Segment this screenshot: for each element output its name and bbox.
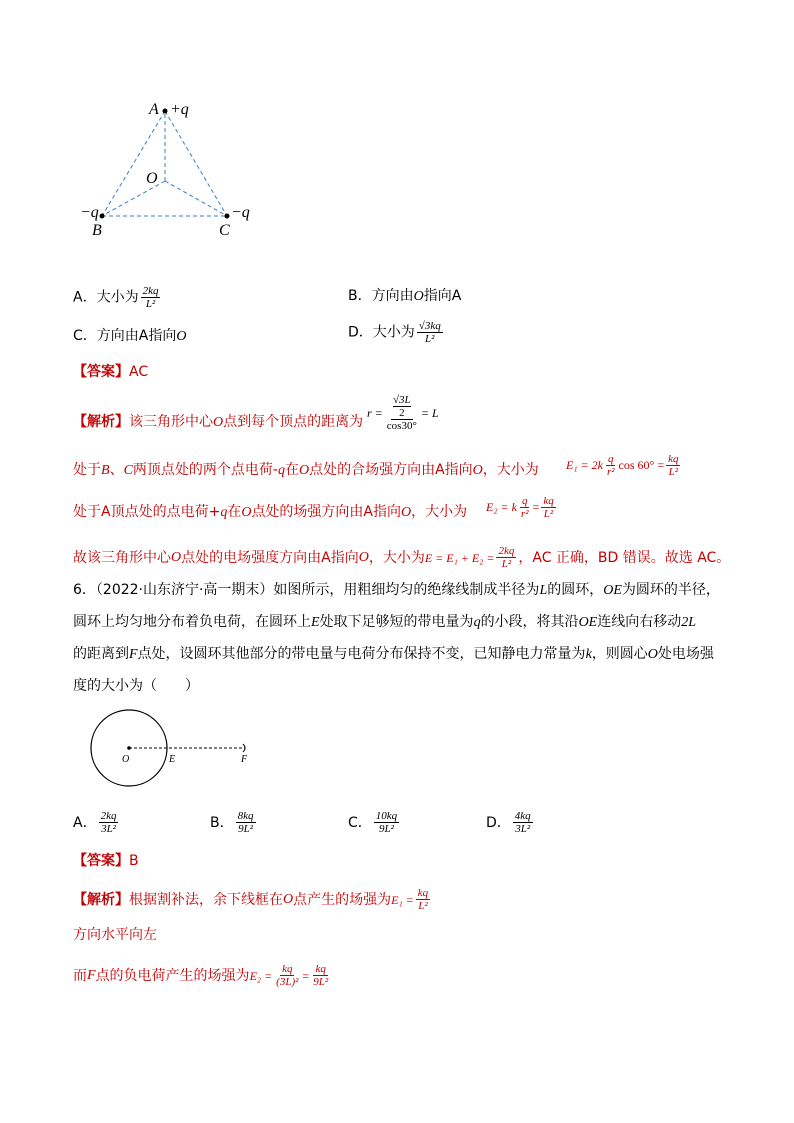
var-q: q: [277, 463, 285, 478]
label-o: O: [146, 170, 158, 187]
text: 故该三角形中心: [73, 549, 171, 566]
frac-num: √3kq: [418, 320, 441, 332]
text: 点处的场强方向由A指向: [251, 504, 402, 520]
option-label: C．: [348, 814, 372, 831]
edge-ac: [165, 111, 227, 216]
e1-lhs: E₁ = 2k: [566, 458, 603, 472]
text: 根据割补法，余下线框在: [129, 891, 283, 908]
point-a: [163, 109, 168, 114]
label-a: A: [149, 101, 159, 118]
text: ，大小为: [411, 504, 468, 520]
analysis-label: 【解析】: [73, 414, 129, 430]
q6-option-d[interactable]: [486, 810, 535, 835]
option-label: A．: [73, 814, 97, 831]
q6-option-a[interactable]: [73, 810, 120, 835]
frac-num: kq: [282, 963, 293, 975]
text: 该三角形中心: [129, 414, 213, 430]
ring-figure: [85, 706, 265, 796]
var-o: O: [298, 463, 310, 478]
frac-den: L²: [668, 466, 678, 478]
q6-option-b[interactable]: [210, 810, 258, 835]
frac-num: kq: [668, 453, 679, 465]
var: F: [129, 647, 138, 662]
e2-formula: [486, 495, 558, 520]
frac-num: 10kq: [375, 810, 398, 822]
edge-ab: [102, 111, 165, 216]
frac-den: (3L)²: [276, 976, 299, 988]
label-o: O: [122, 754, 130, 765]
label-f: F: [241, 754, 248, 765]
text: 在: [284, 462, 299, 478]
frac-num: 8kq: [237, 810, 254, 822]
frac-num: kq: [315, 963, 326, 975]
r-den: cos30°: [386, 420, 417, 432]
label-b: B: [92, 222, 102, 239]
q5-analysis-line2: [73, 460, 539, 481]
answer-label: 【答案】: [73, 364, 129, 380]
text: 的圆环，: [547, 582, 604, 598]
var-c: C: [123, 463, 133, 478]
text: 处于A顶点处的点电荷+: [73, 504, 221, 520]
option-o: O: [176, 329, 187, 344]
frac-den: L²: [418, 900, 428, 912]
e2-eq: =: [532, 500, 540, 514]
option-text: B．方向由: [348, 288, 414, 304]
text: 两顶点处的两个点电荷-: [132, 462, 278, 478]
var-o: O: [171, 549, 182, 565]
frac-den: 3L²: [515, 823, 531, 835]
point-c: [225, 214, 230, 219]
e1-lhs: E₁ =: [391, 892, 414, 907]
q6-line3: [73, 644, 714, 665]
frac-num: 2kq: [142, 285, 159, 297]
text: ，则圆心: [591, 646, 648, 662]
q6-line2: [73, 612, 696, 633]
frac-den: 9L²: [313, 976, 329, 988]
e1-formula: [566, 453, 682, 478]
frac-den: L²: [501, 558, 512, 570]
q6-analysis-line1: [73, 887, 432, 912]
q6-line1: [73, 580, 720, 601]
var: q: [473, 615, 481, 630]
option-text: 指向A: [423, 288, 462, 304]
e-lhs: E = E₁ + E₂ =: [424, 550, 495, 565]
option-o: O: [413, 289, 424, 304]
q5-option-a[interactable]: [73, 285, 162, 310]
q6-analysis-last: [73, 963, 332, 988]
text: 点到每个顶点的距离为: [223, 414, 364, 430]
var: k: [585, 647, 592, 662]
q6-option-c[interactable]: [348, 810, 401, 835]
q5-analysis-line3: [73, 502, 467, 523]
triangle-figure: [80, 95, 280, 245]
var-b: B: [101, 463, 110, 478]
var-o: O: [401, 505, 412, 520]
text: 点处的电场强度方向由A指向: [181, 549, 359, 566]
var: 2L: [681, 615, 697, 630]
var-o: O: [213, 415, 224, 430]
text: 处电场强: [657, 646, 714, 662]
frac-den: 9L²: [238, 823, 254, 835]
text: 点处的合场强方向由A指向: [309, 462, 473, 478]
r-eq: = L: [420, 405, 439, 420]
analysis-label: 【解析】: [73, 891, 129, 908]
var-o: O: [283, 891, 294, 907]
frac-den: r²: [606, 466, 615, 478]
text: 6．（2022·山东济宁·高一期末）如图所示，用粗细均匀的绝缘线制成半径为: [73, 582, 540, 598]
var: OE: [578, 615, 598, 630]
frac-den: L²: [145, 298, 156, 310]
text: ，大小为: [482, 462, 539, 478]
label-plus-q: +q: [170, 101, 189, 118]
frac-num: 2kq: [100, 810, 117, 822]
text: 方向水平向左: [73, 927, 157, 943]
text: 为圆环的半径，: [621, 582, 720, 598]
text: 处取下足够短的带电量为: [319, 614, 474, 630]
label-e: E: [169, 754, 176, 765]
var: OE: [603, 583, 622, 598]
q5-option-c[interactable]: [73, 326, 186, 347]
r-lhs: r =: [367, 405, 383, 420]
var-f: F: [87, 967, 96, 983]
e2-lhs: E₂ = k: [486, 500, 517, 514]
var: L: [539, 583, 548, 598]
frac-den: r²: [520, 508, 529, 520]
q5-analysis-line1: [73, 412, 363, 433]
option-text: C．方向由A指向: [73, 328, 177, 344]
text: 点处，设圆环其他部分的带电量与电荷分布保持不变，已知静电力常量为: [137, 646, 586, 662]
answer-value: AC: [129, 364, 149, 380]
r-formula: [367, 394, 439, 432]
var: E: [311, 615, 320, 630]
label-minus-q-left: −q: [80, 204, 99, 221]
frac-num: kq: [417, 887, 429, 899]
r-num-top: √3L: [392, 394, 411, 406]
e2-eq: =: [302, 968, 310, 983]
e2-lhs: E₂ =: [249, 968, 273, 983]
text: 的小段，将其沿: [480, 614, 579, 630]
text: 而: [73, 967, 87, 984]
text: 点的负电荷产生的场强为: [95, 967, 250, 984]
text: 点产生的场强为: [293, 891, 392, 908]
text: ，AC 正确，BD 错误。故选 AC。: [518, 549, 731, 566]
frac-num: kq: [543, 495, 554, 507]
answer-value: B: [129, 853, 139, 869]
option-label: B．: [210, 814, 234, 831]
var: O: [647, 647, 658, 662]
option-text: A．大小为: [73, 289, 139, 306]
frac-num: q: [607, 453, 614, 465]
text: 连线向右移动: [597, 614, 682, 630]
var-o: O: [358, 549, 369, 565]
frac-den: 9L²: [379, 823, 394, 835]
frac-den: L²: [543, 508, 554, 520]
q6-line4: [73, 676, 199, 696]
option-label: D．: [486, 814, 511, 831]
var-q: q: [220, 505, 228, 520]
text: 圆环上均匀地分布着负电荷，在圆环上: [73, 614, 311, 630]
text: 在: [227, 504, 242, 520]
q5-option-d[interactable]: [348, 320, 445, 345]
q5-answer: [73, 362, 148, 382]
q6-answer: [73, 851, 139, 871]
frac-num: 2kq: [498, 545, 515, 557]
e1-cos: cos 60° =: [618, 458, 665, 472]
label-c: C: [219, 222, 230, 239]
label-minus-q-right: −q: [231, 204, 250, 221]
text: 处于: [73, 462, 101, 478]
frac-den: L²: [425, 333, 435, 345]
answer-label: 【答案】: [73, 853, 129, 869]
text: 的距离到: [73, 646, 129, 662]
frac-num: q: [521, 495, 528, 507]
point-b: [100, 214, 105, 219]
frac-num: 4kq: [514, 810, 531, 822]
var-o: O: [241, 505, 252, 520]
text: 、: [109, 462, 124, 478]
q6-direction: [73, 925, 157, 945]
text: ，大小为: [368, 549, 425, 566]
r-num-bottom: 2: [399, 407, 405, 419]
edge-oc: [165, 181, 227, 216]
frac-den: 3L²: [101, 823, 116, 835]
text: 度的大小为（ ）: [73, 678, 199, 694]
q5-option-b[interactable]: [348, 286, 461, 307]
option-text: D．大小为: [348, 324, 415, 341]
q5-analysis-line4: [73, 545, 730, 570]
var-o: O: [472, 463, 483, 478]
